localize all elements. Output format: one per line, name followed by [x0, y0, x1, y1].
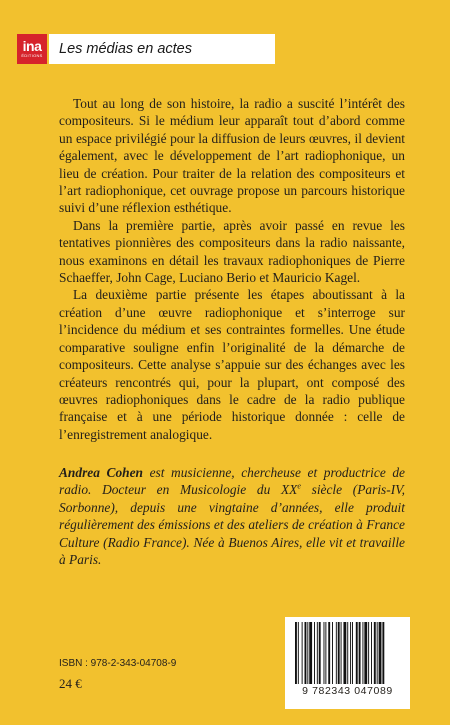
blurb-paragraph-3: La deuxième partie présente les étapes aboutissant à la création d’une œuvre radiophonique et s’interroge sur l’incidence du médium et ses contraintes formelles. Une étude comparative souligne enfin l’originalité de la démarche de compositeurs. Cette analyse s’appuie sur des échanges avec les créateurs rencontrés qui, pour la plupart, ont composé des œuvres radiophoniques dans le cadre de la radio publique française et à une période historique donnée : celle de l’enregistrement analogique.	[59, 287, 405, 442]
barcode-bar	[371, 622, 372, 684]
barcode-bar	[328, 622, 330, 684]
barcode-bar	[343, 622, 346, 684]
barcode-bar	[332, 622, 333, 684]
author-bio	[59, 464, 405, 568]
barcode-bar	[359, 622, 361, 684]
barcode-bar	[336, 622, 337, 684]
barcode-bar	[302, 622, 303, 684]
barcode-bar	[350, 622, 351, 684]
barcode-bar	[317, 622, 318, 684]
series-header	[17, 34, 275, 64]
barcode-bar	[356, 622, 358, 684]
barcode-bar	[368, 622, 369, 684]
barcode-bar	[309, 622, 312, 684]
barcode-bar	[305, 622, 307, 684]
series-title: Les médias en actes	[49, 34, 275, 64]
barcode-bar	[362, 622, 363, 684]
logo-subtext: ÉDITIONS	[21, 53, 43, 58]
century-numeral: XX	[280, 482, 298, 498]
author-name: Andrea Cohen	[59, 465, 143, 480]
barcode-bar	[307, 622, 308, 684]
bio-text-2: siècle (Paris-IV, Sorbonne), depuis une vingtaine d’années, elle produit régulièrement des émissions et des ateliers de création à France Culture (Radio France). Née à Buenos Aires, elle vit et travaille à Paris.	[59, 482, 405, 568]
barcode-digits: 9 782343 047089	[302, 685, 393, 697]
barcode-bar	[379, 622, 382, 684]
barcode-bars	[291, 622, 404, 684]
blurb-paragraph-2: Dans la première partie, après avoir passé en revue les tentatives pionnières des compositeurs dans la radio naissante, nous examinons en détail les travaux radiophoniques de Pierre Schaeffer, John Cage, Luciano Berio et Mauricio Kagel.	[59, 217, 405, 286]
barcode-bar	[382, 622, 384, 684]
blurb-paragraph-1: Tout au long de son histoire, la radio a suscité l’intérêt des compositeurs. Si le médium leur apparaît tout d’abord comme un espace privilégié pour la diffusion de leurs œuvres, il devient également, avec le développement de l’art radiophonique, un lieu de création. Pour traiter de la relation des compositeurs et l’art radiophonique, cet ouvrage propose un parcours historique suivi d’une réflexion esthétique.	[59, 96, 405, 216]
barcode-bar	[319, 622, 321, 684]
century-superscript: e	[297, 481, 301, 491]
logo-text: ina	[22, 38, 42, 54]
barcode-bar	[314, 622, 315, 684]
barcode-bar	[338, 622, 340, 684]
barcode-bar	[352, 622, 353, 684]
barcode-bar	[341, 622, 342, 684]
barcode-bar	[325, 622, 326, 684]
bio-text-1: est musicienne, chercheuse et productrice de radio. Docteur en Musicologie du	[59, 465, 405, 498]
isbn: ISBN : 978-2-343-04708-9	[59, 658, 177, 669]
barcode-bar	[377, 622, 378, 684]
ina-logo	[17, 34, 47, 64]
barcode	[285, 617, 410, 709]
barcode-bar	[295, 622, 297, 684]
barcode-bar	[374, 622, 376, 684]
barcode-bar	[298, 622, 299, 684]
back-cover-blurb	[59, 95, 405, 443]
barcode-bar	[347, 622, 348, 684]
barcode-bar	[364, 622, 367, 684]
price: 24 €	[59, 676, 82, 691]
barcode-bar	[324, 622, 325, 684]
